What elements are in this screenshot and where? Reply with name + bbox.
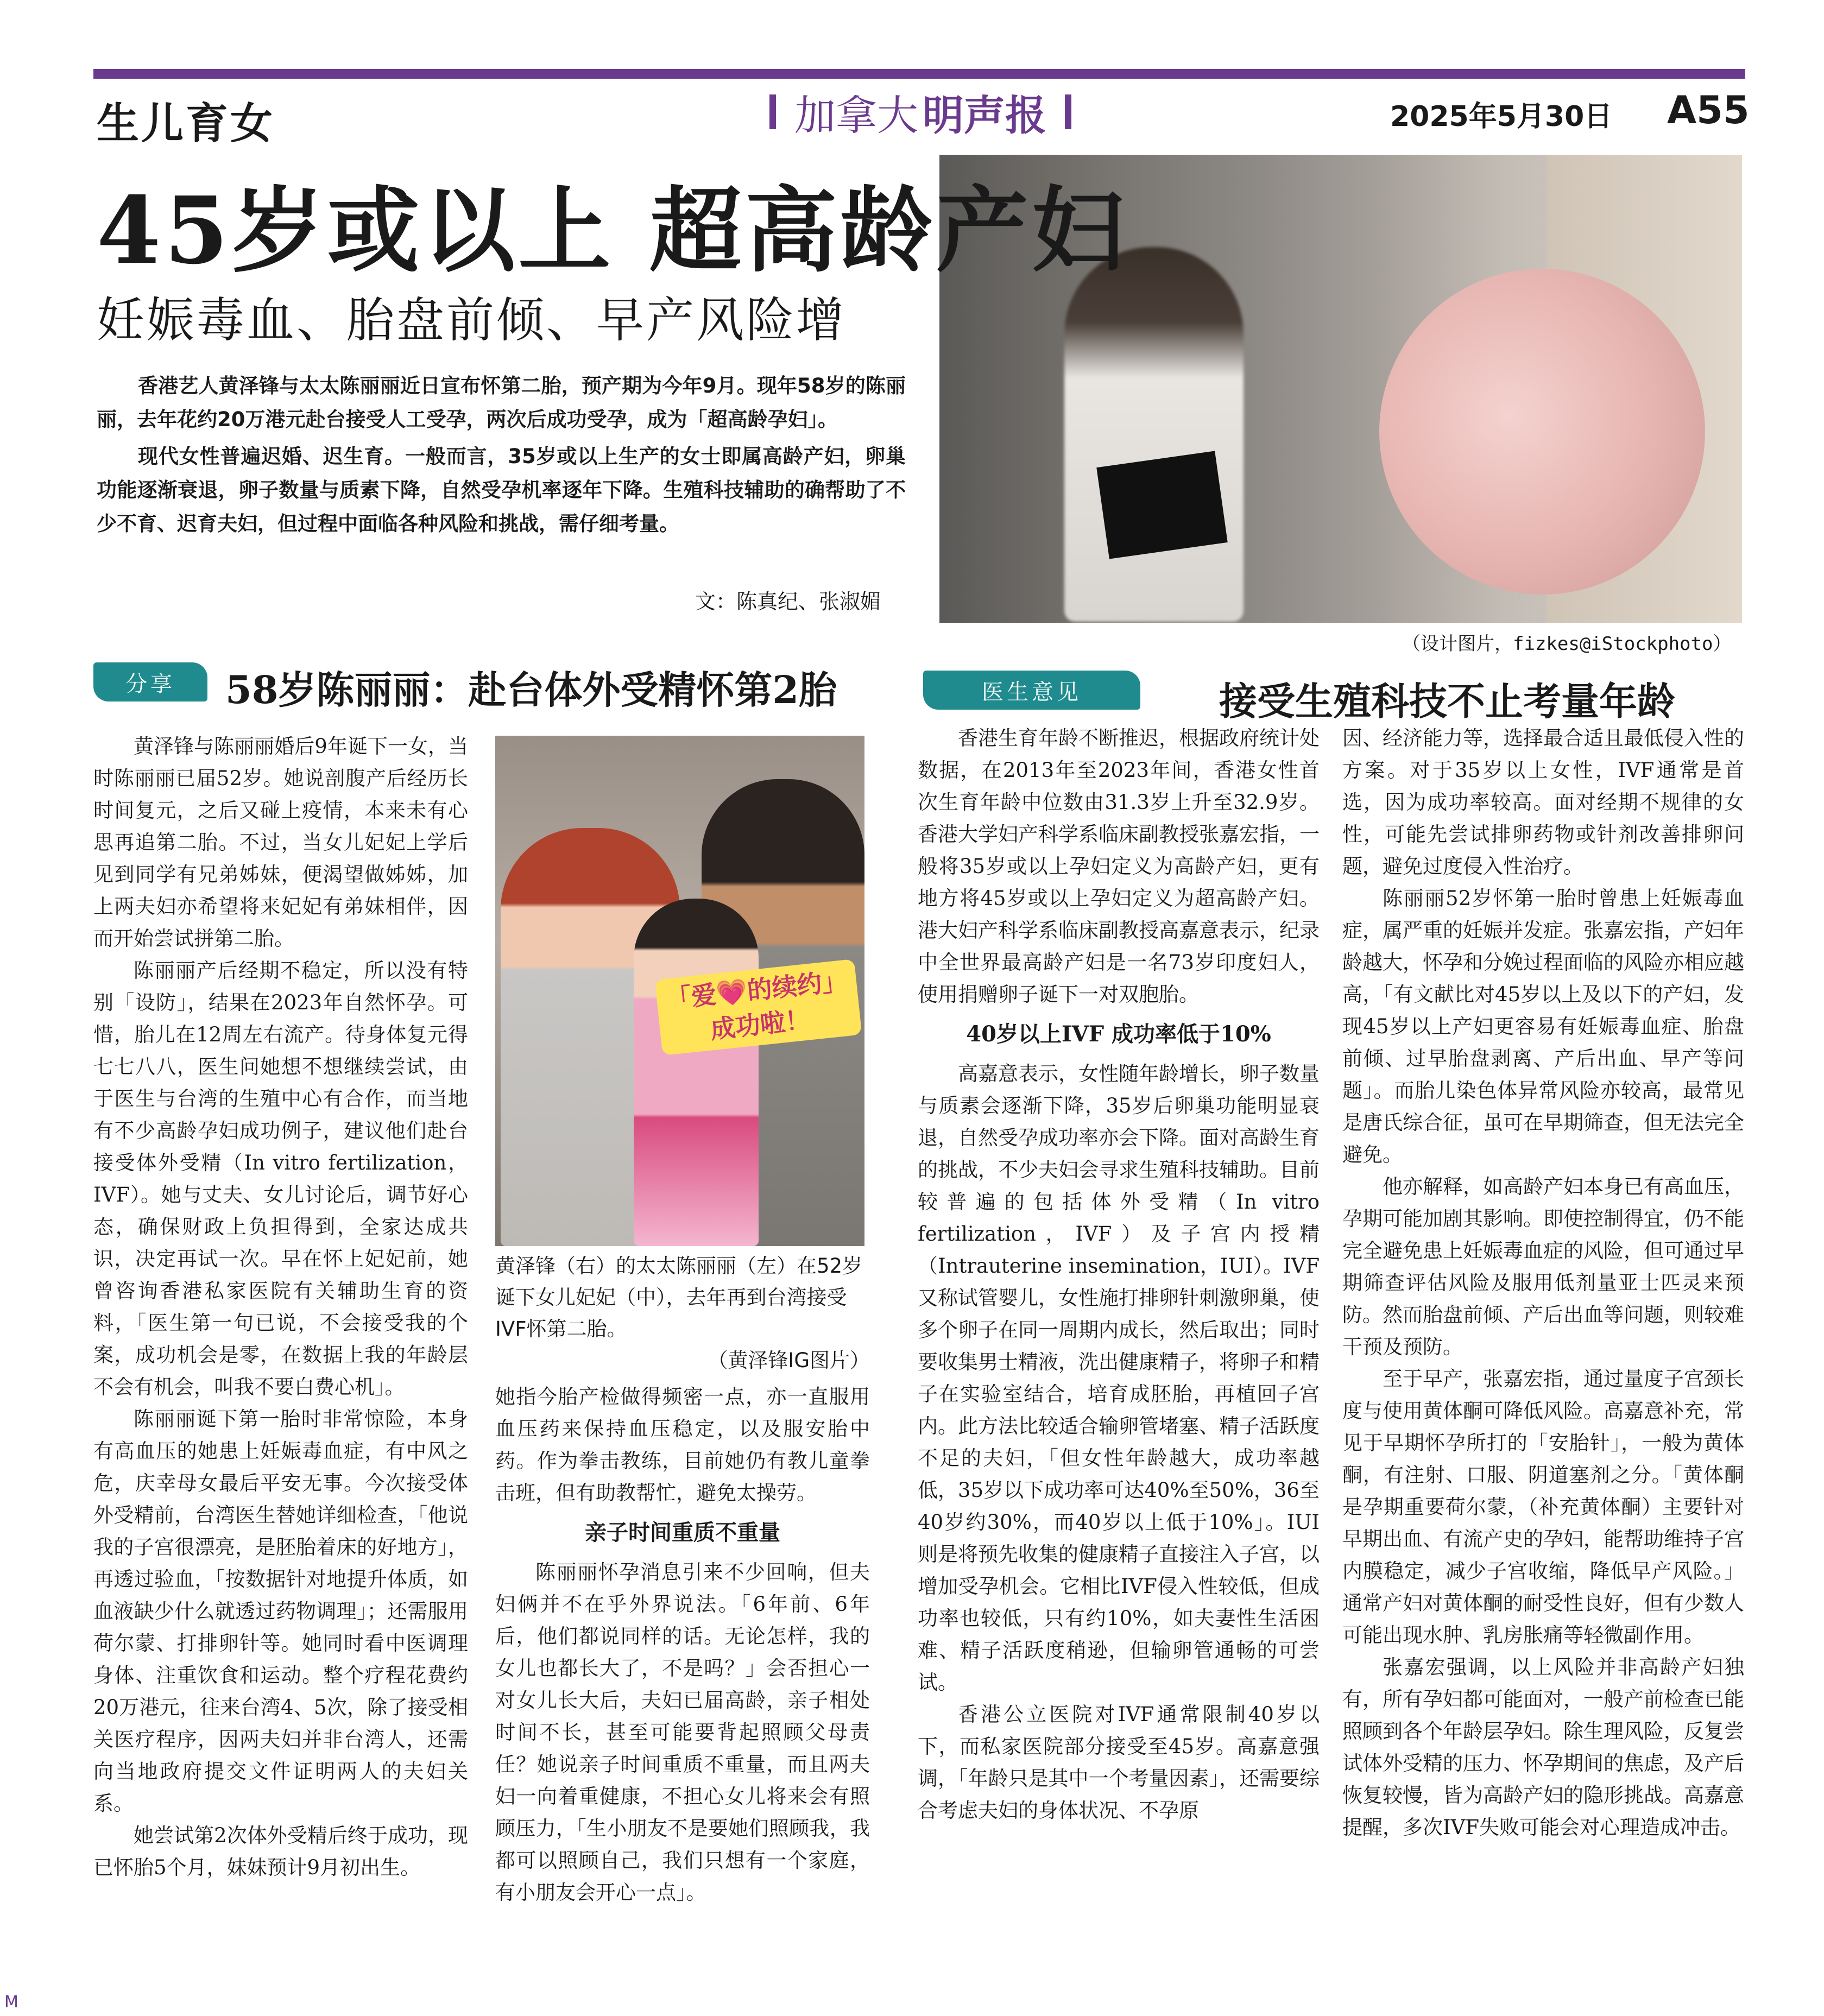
story2-column-2 (1342, 722, 1744, 1843)
story1-subheading: 亲子时间重质不重量 (585, 1520, 780, 1545)
story2-tag: 医生意见 (923, 671, 1140, 710)
story2-subheading: 40岁以上IVF 成功率低于10% (966, 1021, 1271, 1047)
main-photo-credit: （设计图片，fizkes@iStockphoto） (1402, 633, 1732, 655)
story1-title: 58岁陈丽丽：赴台体外受精怀第2胎 (225, 667, 837, 712)
headline: 45岁或以上 超高龄产妇 (97, 176, 1127, 285)
masthead-bar-right (1065, 94, 1071, 129)
story2-column-1 (918, 722, 1320, 1827)
corner-mark: M (4, 1993, 18, 2012)
paragraph: 她指今胎产检做得频密一点，亦一直服用血压药来保持血压稳定，以及服安胎中药。作为拳击教练，目前她仍有教儿童拳击班，但有助教帮忙，避免太操劳。 (495, 1385, 870, 1505)
top-rule (93, 69, 1745, 79)
paragraph: 陈丽丽产后经期不稳定，所以没有特别「设防」，结果在2023年自然怀孕。可惜，胎儿在12周左右流产。待身体复元得七七八八，医生问她想不想继续尝试，由于医生与台湾的生殖中心有合作，而当地有不少高龄孕妇成功例子，建议他们赴台接受体外受精（In vitro fertilization，IVF）。她与丈夫、女儿讨论后，调节好心态，确保财政上负担得到，全家达成共识，决定再试一次。早在怀上妃妃前，她曾咨询香港私家医院有关辅助生育的资料，「医生第一句已说，不会接受我的个案，成功机会是零，在数据上我的年龄层不会有机会，叫我不要白费心机」。 (93, 959, 468, 1399)
byline: 文：陈真纪、张淑媚 (695, 590, 881, 614)
page-number: A55 (1667, 88, 1750, 132)
paper-prefix: 加拿大 (794, 91, 918, 140)
paper-brand: 明声报 (923, 91, 1046, 140)
family-photo-caption (495, 1250, 870, 1376)
paragraph: 陈丽丽诞下第一胎时非常惊险，本身有高血压的她患上妊娠毒血症，有中风之危，庆幸母女最后平安无事。今次接受体外受精前，台湾医生替她详细检查，「他说我的子宫很漂亮，是胚胎着床的好地方」，再透过验血，「按数据针对地提升体质，如血液缺少什么就透过药物调理」；还需服用荷尔蒙、打排卵针等。她同时看中医调理身体、注重饮食和运动。整个疗程花费约20万港元，往来台湾4、5次，除了接受相关医疗程序，因两夫妇并非台湾人，还需向当地政府提交文件证明两人的夫妇关系。 (93, 1407, 468, 1815)
paragraph: 他亦解释，如高龄产妇本身已有高血压，孕期可能加剧其影响。即使控制得宜，仍不能完全避免患上妊娠毒血症的风险，但可通过早期筛查评估风险及服用低剂量亚士匹灵来预防。然而胎盘前倾、产后出血等问题，则较难干预及预防。 (1342, 1175, 1744, 1358)
photo-girl-figure (634, 899, 759, 1246)
issue-date: 2025年5月30日 (1390, 100, 1613, 133)
paragraph: 张嘉宏强调，以上风险并非高龄产妇独有，所有孕妇都可能面对，一般产前检查已能照顾到各个年龄层孕妇。除生理风险，反复尝试体外受精的压力、怀孕期间的焦虑，及产后恢复较慢，皆为高龄产妇的隐形挑战。高嘉意提醒，多次IVF失败可能会对心理造成冲击。 (1342, 1655, 1744, 1839)
paragraph: 陈丽丽52岁怀第一胎时曾患上妊娠毒血症，属严重的妊娠并发症。张嘉宏指，产妇年龄越大，怀孕和分娩过程面临的风险亦相应越高，「有文献比对45岁以上及以下的产妇，发现45岁以上产妇更容易有妊娠毒血症、胎盘前倾、过早胎盘剥离、产后出血、早产等问题」。而胎儿染色体异常风险亦较高，最常见是唐氏综合征，虽可在早期筛查，但无法完全避免。 (1342, 887, 1744, 1166)
sticker-line: 成功啦！ (709, 1004, 812, 1045)
story1-tag: 分享 (93, 662, 207, 702)
photo-doctor-figure (1064, 247, 1244, 622)
subheadline: 妊娠毒血、胎盘前倾、早产风险增 (97, 292, 847, 348)
paragraph: 至于早产，张嘉宏指，通过量度子宫颈长度与使用黄体酮可降低风险。高嘉意补充，常见于早期怀孕所打的「安胎针」，一般为黄体酮，有注射、口服、阴道塞剂之分。「黄体酮是孕期重要荷尔蒙，（补充黄体酮）主要针对早期出血、有流产史的孕妇，能帮助维持子宫内膜稳定，减少子宫收缩，降低早产风险。」通常产妇对黄体酮的耐受性良好，但有少数人可能出现水肿、乳房胀痛等轻微副作用。 (1342, 1367, 1744, 1647)
paragraph: 因、经济能力等，选择最合适且最低侵入性的方案。对于35岁以上女性，IVF通常是首选，因为成功率较高。面对经期不规律的女性，可能先尝试排卵药物或针剂改善排卵问题，避免过度侵入性治疗。 (1342, 726, 1744, 878)
lede-paragraph: 现代女性普遍迟婚、迟生育。一般而言，35岁或以上生产的女士即属高龄产妇，卵巢功能逐渐衰退，卵子数量与质素下降，自然受孕机率逐年下降。生殖科技辅助的确帮助了不少不育、迟育夫妇，但过程中面临各种风险和挑战，需仔细考量。 (97, 445, 906, 535)
paragraph: 黄泽锋与陈丽丽婚后9年诞下一女，当时陈丽丽已届52岁。她说剖腹产后经历长时间复元，之后又碰上疫情，本来未有心思再追第二胎。不过，当女儿妃妃上学后见到同学有兄弟姊妹，便渴望做姊姊，加上两夫妇亦希望将来妃妃有弟妹相伴，因而开始尝试拼第二胎。 (93, 735, 468, 950)
family-photo (495, 736, 864, 1246)
paragraph: 陈丽丽怀孕消息引来不少回响，但夫妇俩并不在乎外界说法。「6年前、6年后，他们都说同样的话。无论怎样，我的女儿也都长大了，不是吗？」会否担心一对女儿长大后，夫妇已届高龄，亲子相处时间不长，甚至可能要背起照顾父母责任？她说亲子时间重质不重量，而且两夫妇一向着重健康，不担心女儿将来会有照顾压力，「生小朋友不是要她们照顾我，我都可以照顾自己，我们只想有一个家庭，有小朋友会开心一点」。 (495, 1560, 870, 1904)
caption-credit: （黄泽锋IG图片） (708, 1349, 870, 1372)
story2-title: 接受生殖科技不止考量年龄 (1219, 679, 1675, 724)
masthead-bar-left (769, 94, 776, 129)
section-label: 生儿育女 (97, 99, 275, 148)
lede (97, 369, 906, 544)
story1-column-1 (93, 730, 468, 1884)
paper-masthead (749, 86, 1091, 138)
sticker-line: 「爱💗的续约」 (665, 965, 848, 1014)
lede-paragraph: 香港艺人黄泽锋与太太陈丽丽近日宣布怀第二胎，预产期为今年9月。现年58岁的陈丽丽，去年花约20万港元赴台接受人工受孕，两次后成功受孕，成为「超高龄孕妇」。 (97, 374, 906, 431)
paragraph: 香港公立医院对IVF通常限制40岁以下，而私家医院部分接受至45岁。高嘉意强调，「年龄只是其中一个考量因素」，还需要综合考虑夫妇的身体状况、不孕原 (918, 1703, 1320, 1822)
photo-tablet (1096, 451, 1228, 559)
paragraph: 高嘉意表示，女性随年龄增长，卵子数量与质素会逐渐下降，35岁后卵巢功能明显衰退，自然受孕成功率亦会下降。面对高龄生育的挑战，不少夫妇会寻求生殖科技辅助。目前较普遍的包括体外受精（In vitro fertilization，IVF）及子宫内授精（Intrauterine insemination，IUI）。IVF又称试管婴儿，女性施打排卵针刺激卵巢，使多个卵子在同一周期内成长，然后取出；同时要收集男士精液，洗出健康精子，将卵子和精子在实验室结合，培育成胚胎，再植回子宫内。此方法比较适合输卵管堵塞、精子活跃度不足的夫妇，「但女性年龄越大，成功率越低，35岁以下成功率可达40%至50%，36至40岁约30%，而40岁以上低于10%」。IUI则是将预先收集的健康精子直接注入子宫，以增加受孕机会。它相比IVF侵入性较低，但成功率也较低，只有约10%，如夫妻性生活困难、精子活跃度稍逊，但输卵管通畅的可尝试。 (918, 1062, 1320, 1694)
story1-column-2 (495, 1381, 870, 1908)
paragraph: 香港生育年龄不断推迟，根据政府统计处数据，在2013年至2023年间，香港女性首次生育年龄中位数由31.3岁上升至32.9岁。香港大学妇产科学系临床副教授张嘉宏指，一般将35岁或以上孕妇定义为高龄产妇，更有地方将45岁或以上孕妇定义为超高龄产妇。港大妇产科学系临床副教授高嘉意表示，纪录中全世界最高龄产妇是一名73岁印度妇人，使用捐赠卵子诞下一对双胞胎。 (918, 726, 1320, 1006)
paragraph: 她尝试第2次体外受精后终于成功，现已怀胎5个月，妹妹预计9月初出生。 (93, 1824, 468, 1879)
caption-text: 黄泽锋（右）的太太陈丽丽（左）在52岁诞下女儿妃妃（中），去年再到台湾接受IVF怀第二胎。 (495, 1254, 863, 1341)
photo-pregnant-belly (1379, 269, 1705, 595)
